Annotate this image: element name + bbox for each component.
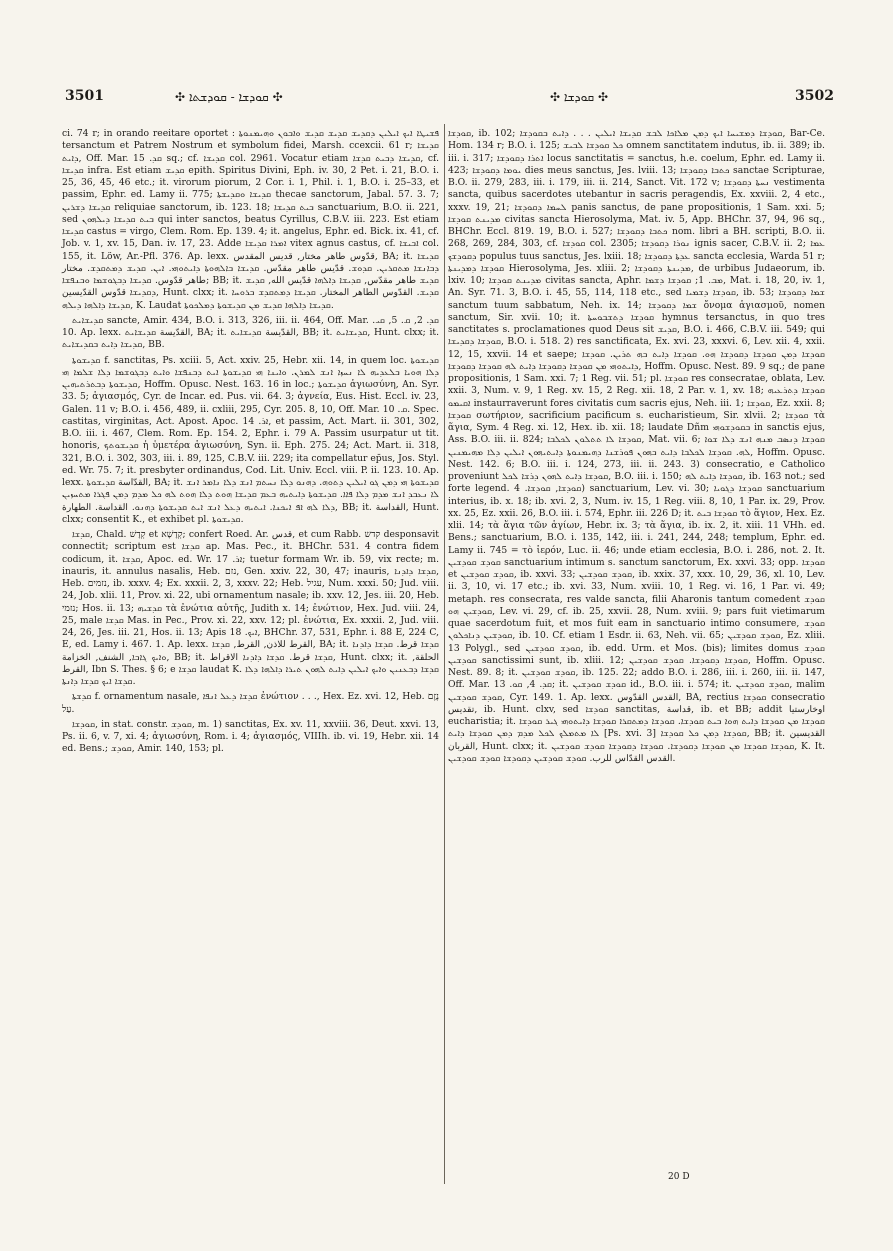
entry-paragraph: ܩܘܕܫܐ, in stat. constr. ܩܘܕܫ, m. 1) sanctitas, Ex. xv. 11, xxviii. 36, Deut. xxvi. 13, Ps. ii. 6, v. 7, xi. 4; ἁγιωσύνη, Rom. i. 4; ἁγιασμός, VIIIh. ib. vi. 19, Hebr. xii. 14 ed. Bens.; ܩܘܕܫ, Amir. 140, 153; pl. [62, 718, 439, 755]
entry-paragraph: ܩܘܕܫܐ, ib. 102; ܩܘܕܫܐ ܕܡܫܝܚܐ ܐܝܟ ܕܡܢ ܡܠܐܟܐ ܠܒܫ ܩܕܝܫܐ ܐܝܠܝܢ . . . ܕܐܝܬ ܒܩܘܕܫܐ, Bar-Ce. Hom. 134 r; B.O. i. 125; ܟܠ ܩܘܕܫܐ ܠܒܝܫ omnem sanctitatem indutus, ib. ii. 389; ib. iii. i. 317; ܐܬܪܐ ܕܩܘܕܫܐ locus sanctitatis = sanctus, h.e. coelum, Ephr. ed. Lamy ii. 423; ܝܘܡܐ ܕܩܘܕܫܐ dies meus sanctus, Jes. lviii. 13; ܟܬܒܐ ܕܩܘܕܫܐ sanctae Scripturae, B.O. ii. 279, 283, iii. i. 179, iii. ii. 214, Sanct. Vit. 172 v; ܢܚܬܐ ܕܩܘܕܫܐ vestimenta sancta, quibus sacerdotes utebantur in sacris peragendis, Ex. xxviii. 2, 4 etc., xxxv. 19, 21; ܠܚܡܐ ܕܩܘܕܫܐ panis sanctus, de pane propositionis, 1 Sam. xxi. 5; ܡܕܝܢܬ ܩܘܕܫܐ civitas sancta Hierosolyma, Mat. iv. 5, App. BHChr. 37, 94, 96 sq., BHChr. Eccl. 819. 19, B.O. i. 527; ܟܬܒܐ ܕܩܘܕܫܐ nom. libri a BH. scripti, B.O. ii. 268, 269, 284, 303, cf. ܩܘܕܫܐ col. 2305; ܢܘܪܐ ܕܩܘܕܫܐ ignis sacer, C.B.V. ii. 2; ܥܡܐ ܕܩܘܕܫܟ populus tuus sanctus, Jes. lxiii. 18; ܥܕܬܐ ܕܩܘܕܫܐ sancta ecclesia, Warda 51 r; ܩܘܕܫܐ ܕܡܕܝܢܬܐ Hierosolyma, Jes. xliii. 2; ܡܕܝܢܬܐ ܕܩܘܕܫܐ, de urbibus Judaeorum, ib. lxiv. 10; ܡܕܝܢܬ ܩܘܕܫܐ civitas sancta, Aphr. ܡܒ. 1; ܩܘܕܫܐ ܕܫܡܐ, Mat. i. 18, 20, iv. 1, An. Syr. 71. 3, B.O. i. 45, 55, 114, 118 etc., sed ܩܘܕܫܐ ܕܫܡܝܐ, ib. 53; ܫܡܐ ܕܩܘܕܫܐ sanctum tuum sabbatum, Neh. ix. 14; ܫܡܐ ܕܩܘܕܫܐ ὄνομα ἁγιασμοῦ, nomen sanctum, Sir. xvii. 10; it. ܩܘܕܫܐ ܕܬܫܒܘܚܬܐ hymnus tersanctus, in quo tres sanctitates s. proclamationes quod Deus sit ܩܕܝܫ, B.O. i. 466, C.B.V. iii. 549; qui ܩܘܕܫܐ ܕܩܕܝܫܐ, B.O. i. 518. 2) res sanctificata, Ex. xvi. 23, xxxvi. 6, Lev. xii. 4, xxii. 12, 15, xxvii. 14 et saepe; ܩܘܕܫܐ ܕܡܢ ܩܘܕܫܐ ܕܩܘܕܫܐ ܗܘ. ܩܘܕܫܐ ܕܐܝܬ ܒܗ ܬܪܝܢ. ܩܘܕܫܐ ܕܐܝܬܘܗܝ ܡܢ ܩܘܕܫܐ ܕܩܘܕܫܐ ܕܐܝܬ ܠܗ ܩܘܕܫܐ ܕܩܘܕܫܐ, Hoffm. Opusc. Nest. 89. 9 sq.; de pane propositionis, 1 Sam. xxi. 7; 1 Reg. vii. 51; pl. ܩܘܕܫܐ res consecratae, oblata, Lev. xxii. 3, Num. v. 9, 1 Reg. xv. 15, 2 Reg. xii. 18, 2 Par. v. 1, xv. 18; ܩܘܕܫܐ ܕܬܪܥܝܗ ܐܩܝܡܘ instaurraverunt fores civitatis cum sacris ejus, Neh. iii. 1; ܩܘܕܫܐ, Ez. xxii. 8; ܩܘܕܫܐ σωτήριον, sacrificium pacificum s. eucharistieum, Sir. xlvii. 2; ܩܘܕܫܐ τὰ ἅγια, Sym. 4 Reg. xi. 12, Hex. ib. xii. 18; laudate Dñm ܒܩܘܕܫܘܗܝ in sanctis ejus, Ass. B.O. iii. ii. 824; ܩܘܕܫܐ ܠܐ ܬܬܠܘܢ ܠܟܠܒܐ, Mat. vii. 6; ܩܘܕܫܐ ܕܢܣܒ ܡܢܗ ܐܢܫ ܕܠܐ ܫܘܐ ܠܗ. ܩܘܕܫܐ ܠܟܠܒܐ ܕܐܝܬ ܒܗܘܢ ܦܘܪܫܢܐ ܕܗܝܡܢܘܬܐ ܕܐܝܬܝܗܘܢ ܐܝܠܝܢ ܕܠܐ ܡܗܝܡܢܝܢ, Hoffm. Opusc. Nest. 142. 6; B.O. iii. i. 124, 273, iii. ii. 243. 3) consecratio, e Catholico proveniunt ܩܘܕܫܐ ܕܐܝܬ ܠܗܘܢ ܕܪܫܐ ܠܟܠ, B.O. iii. i. 150; ܩܘܕܫܐ ܕܐܝܬ ܠܗ, ib. 163 not.; sed forte legend. ܩܘܕܫܐ, ܩܘܕܫܐ. 4) sanctuarium, Lev. vi. 30; ܩܘܕܫܐ ܕܓܘܝܐ sanctuarium interius, ib. x. 18; ib. xvi. 2, 3, Num. iv. 15, 1 Reg. viii. 8, 10, 1 Par. ix. 29, Prov. xx. 25, Ez. xxii. 26, B.O. iii. i. 574, Ephr. iii. 226 D; it. ܩܘܕܫܐ ܒܝܬ τὸ ἅγιον, Hex. Ez. xlii. 14; τὰ ἅγια τῶν ἁγίων, Hebr. ix. 3; τὰ ἅγια, ib. ix. 2, it. xiii. 11 VHh. ed. Bens.; sanctuarium, B.O. i. 135, 142, iii. i. 241, 244, 248; templum, Ephr. ed. Lamy ii. 745 = τὸ ἱερόν, Luc. ii. 46; unde etiam ecclesia, B.O. i. 286, not. 2. It. ܩܘܕܫ ܩܘܕܫܝܢ sanctuarium intimum s. sanctum sanctorum, Ex. xxvi. 33; opp. ܩܘܕܫܐ et ܩܘܕܫ ܩܘܕܫܝܢ, ib. xxvi. 33; ܩܘܕܫ ܩܘܕܫܝܢ, ib. xxix. 37, xxx. 10, 29, 36, xl. 10, Lev. ii. 3, 10, vi. 17 etc.; ib. xvi. 33, Num. xviii. 10, 1 Reg. vi. 16, 1 Par. vi. 49; metaph. res consecrata, res valde sancta, filii Aharonis tantum comedent ܩܘܕܫ ܩܘܕܫܝܢ ܗܘ, Lev. vi. 29, cf. ib. 25, xxvii. 28, Num. xviii. 9; pars fuit vietimarum quae sacerdotum fuit, et mos fuit eam in sanctuario intimo consumere, ܩܘܕܫ ܩܘܕܫܝܢ ܕܢܐܟܠܘܢ, ib. 10. Cf. etiam 1 Esdr. ii. 63, Neh. vii. 65; ܩܘܕܫ ܩܘܕܫܝܢ, Ez. xliii. 13 Polygl., sed ܩܘܕܫ ܩܘܕܫܝܢ, ib. edd. Urm. et Mos. (bis); limites domus ܩܘܕܫ ܩܘܕܫܝܢ sanctissimi sunt, ib. xliii. 12; ܩܘܕܫܐ ܕܩܘܕܫܐ. ܩܘܕܫ ܩܘܕܫܝܢ, Hoffm. Opusc. Nest. 89. 8; it. ܩܘܕܫ ܩܘܕܫܝܢ, ib. 125. 22; addo B.O. i. 286, iii. i. 260, iii. ii. 147, Off. Mar. ܩܕ. 4, ܩܘ. 13; it. ܩܘܕܫ ܩܘܕܫܝܢ id., B.O. iii. i. 574; it. ܩܘܕܫ ܩܘܕܫܝܢ, malim ܩܘܕܫ ܩܘܕܫܝܢ, Cyr. 149. 1. Ap. lexx. القدس القدّوس, BA, rectius ܩܘܕܫܐ consecratio تقديس, ib. Hunt. clxv, sed ܩܘܕܫܐ sanctitas, قداسة, ib. et BB; addit اوخارستيا eucharistia; it. ܩܘܕܫܐ ܡܢ ܩܘܕܫܐ ܕܐܝܬ ܗܘܐ ܒܝܬ ܩܘܕܫܐ. ܩܘܕܫܐ ܕܡܬܩܪܐ ܩܘܕܫܐ ܕܐܝܬܘܗܝ ܓܝܪ ܩܘܕܫܐ ܠܐ ܡܬܡܠܟ ܠܟܠ ܡܕܡ ܕܡܢ ܩܘܕܫܐ ܕܐܝܬ [Ps. xvi. 3] ܩܘܕܫܐ ܕܡܢ ܟܠ ܩܘܕܫܐ, BB; it. القديسين القربان, Hunt. clxx; it. ܩܘܕܫܐ ܩܘܕܫܐ ܡܢ ܩܘܕܫܐ ܕܩܘܕܫܐ. ܩܘܕܫܐ ܕܩܘܕܫܐ ܩܘܕܫ ܩܘܕܫܝܢ, K. It. القدس القدّاس للرب. ܩܘܕܫ ܩܘܕܫܝܢ ܕܩܘܕܫܐ ܩܘܕܫ ܩܘܕܫܝܢ. [448, 128, 826, 764]
right-page-number: 3502 [795, 88, 834, 104]
left-column [62, 128, 439, 759]
entry-paragraph: ܩܕܝܫܘܬܐ f. sanctitas, Ps. xciii. 5, Act. xxiv. 25, Hebr. xii. 14, in quem loc. ܩܕܝܫܘܬܐ ܕܠܐ ܗܘܝܐ ܒܠܥܕܝܗ ܠܐ ܢܚܙܐ ܐܢܫ ܠܡܪܢ. ܘܐܝܢܐ ܗܝ ܩܕܝܫܘܬܐ ܐܝܬ ܕܒܢܦܫܐ ܘܐܝܬ ܕܒܓܘܫܡܐ ܕܠܐ ܫܠܡܐ ܗܝ ܩܕܝܫܘܬܐ ܕܒܬܪܬܝܗܝܢ, Hoffm. Opusc. Nest. 163. 16 in loc.; ܩܕܝܫܘܬܐ ἁγιωσύνη, An. Syr. 33. 5; ἁγιασμός, Cyr. de Incar. ed. Pus. vii. 64. 3; ἁγνεία, Eus. Hist. Eccl. iv. 23, Galen. 11 v; B.O. i. 456, 489, ii. cxliii, 295, Cyr. 205. 8, 10, Off. Mar. ܩ. 10. Spec. castitas, virginitas, Act. Apost. Apoc. ܐܪ. 14, et passim, Act. Mart. ii. 301, 302, B.O. iii. i. 467, Clem. Rom. Ep. 154. 2, Ephr. i. 79 A. Passim usurpatur ut tit. honoris, ܩܕܝܫܘܬܟ ἡ ὑμετέρα ἁγιωσύνη, Syn. ii. Eph. 275. 24; Act. Mart. ii. 318, 321, B.O. i. 302, 303, iii. i. 89, 125, C.B.V. iii. 229; ita compellatur ep̄us, Jos. Styl. ed. Wr. 75. 7; it. presbyter ordinandus, Cod. Lit. Univ. Eccl. viii. P. ii. 123. 10. Ap. lexx. القدّاسة ܩܕܝܫܘܬܐ, BA; it. ܩܕܝܫܘܬܐ ܗܝ ܕܡܢ ܓܘ ܐܝܠܝܢ ܕܬܘܗ. ܕܗܢܘ ܕܠܐ ܢܚܬܡ ܐܢܫ ܕܠܐ ܢܐܡܪ ܐܢܫ ܠܐ ܢܥܒܕ ܐܢܫ ܡܕܡ ܕܠܐ ܦܐܐ. ܩܕܝܫܘܬܐ ܕܐܝܬܝܗ ܒܥܡ ܩܕܝܫܐ ܗܘܬ ܕܠܐ ܗܘܬ ܠܗ ܟܠ ܡܕܡ ܕܡܢ ܦܓܪܐ ܡܬܚܙܝܢ ܕܠܐ ܠܗ ܐܦ ܐܝܟܢܐ. ܐܝܬܝܗ ܕܥܠ ܐܢܫ ܐܝܬ ܩܕܝܫܘܬܐ ܕܗܢܘ. القداسة. الطهارة, BB; it. القداسة, Hunt. clxx; consentit K., et exhibet pl. ܩܕܝܫܘܬܐ. [62, 354, 439, 525]
entry-paragraph: ܩܕܝܫܐܝܬ sancte, Amir. 434, B.O. i. 313, 326, iii. ii. 464, Off. Mar. ܩܕ. 2, ܩ. 5, ܩܝ. 10. Ap. lexx. القدّيسة ܩܕܝܫܐܝܬ, BA; it. القدّيسة ܩܕܝܫܐܝܬ, BB; it. ܩܕܝܫܐܝܬ, Hunt. clxx; it. ܩܕܝܫܐ ܕܐܝܬ ܒܩܕܝܫܐܝܬ, BB. [62, 314, 440, 351]
left-page-number: 3501 [65, 88, 104, 104]
running-head [0, 88, 893, 112]
entry-paragraph: ܩܕܫܬܐ f. ornamentum nasale, ܩܕܫܐ ܕܥܠ ܐܢܦܐ ἐνώτιον . . ., Hex. Ez. xvi. 12, Heb. נֶזֶם עַל. [62, 691, 440, 715]
column-divider [444, 124, 445, 1184]
signature-mark: 20 D [668, 1172, 690, 1182]
right-column [448, 128, 825, 768]
entry-paragraph: ci. 74 r; in orando reeitare oportet : ܦܫܝܛܐ ܐܝܟ ܐܝܠܝܢ ܕܩܕܝܫ ܩܕܝܫ ܩܕܝܫ ܘܐܒܘܢ ܘܗܝܡܢܘܬܐ tersanctum et Patrem Nostrum et symbolum fidei, Marsh. ccexcii. 61 r; ܩܕܝܫܐ ܕܐܝܬ, Off. Mar. ܩܕ. 15 sq.; cf. ܩܕܝܫܐ col. 2961. Vocatur etiam ܩܕܝܫܐ ܕܒܝܬ ܩܕܫܐ, cf. ܩܕܝܫܐ infra. Est etiam ܩܕܝܫ epith. Spiritus Divini, Eph. iv. 30, 2 Pet. i. 21, B.O. i. 25, 36, 45, 46 etc.; it. virorum piorum, 2 Cor. i. 1, Phil. i. 1, B.O. i. 25–33, et passim, Ephr. ed. Lamy ii. 775; ܩܕܝܫܐ ܘܩܕܝܫܬܐ thecae sanctorum, Jabal. 57. 3. 7; ܩܕܝܫܐ ܕܫܪܝܢ reliquiae sanctorum, ib. 123. 18; ܒܝܬ ܩܕܝܫܐ sanctuarium, B.O. ii. 221, sed ܒܝܬ ܩܕܝܫܐ ܕܝܠܗܘܢ qui inter sanctos, beatus Cyrillus, C.B.V. iii. 223. Est etiam ܩܕܝܫܐ castus = virgo, Clem. Rom. Ep. 139. 4; it. angelus, Ephr. ed. Bick. ix. 41, cf. Job. v. 1, xv. 15, Dan. iv. 17, 23. Adde ܐܡܪܐ ܩܕܝܫܐ vitex agnus castus, cf. ܐܒܝܫܐ col. 155, it. Löw, Ar.-Pfl. 376. Ap. lexx. قدّوس طاهر مختار, قديس المقدس, BA; it. ܩܕܝܫܐ ܕܒܐܢܫܐ ܡܬܩܪܝܢ. ܩܕܘܫ. قدّيس طاهر مقدّس. ܩܕܝܫܐ ܒܐܠܗܘܬܐ ܕܐܝܬܘܗܝ. ܐܝܢ. ܩܕܝܫ ܕܡܬܩܕܫ. مختار طاهر قدّوس. ܩܕܝܫܐ ܕܒܓܘܫܡܐ ܘܒܢܦܫܐ; BB; it. ܩܕܝܫ طاهر مقدّس, ܩܕܝܫܐ ܕܐܠܗܐ قدّيس الله, ܩܕܝܫ ܕܩܕܝܫܐ قدّوس القدّيسين, Hunt. clxx; it. ܩܕܝܫ. القدّوس الطاهر المختار. ܩܕܝܫܐ ܕܡܬܩܕܫ ܒܪܘܚܐ ܩܕܝܫܐ ܕܐܠܗܐ ܕܝܠܗ, K. Laudat ܩܕܝܫܐ ܕܐܠܗܐ ܩܕܝܫ ܡܢ ܩܕܝܫܘܬܐ ܕܡܠܟܘܬܐ. [62, 128, 440, 311]
left-running-title: ✣ ܩܘܕܫܐ - ܩܘܕܫܬܐ ✣ [175, 90, 283, 104]
entry-paragraph: ܩܕܫܐ, Chald. קְדָשׁ et קְדָשָׁא; confert Roed. Ar. قدس, et cum Rabb. קדש desponsavit connectit; scriptum est ܩܕܫܐ ap. Mas. Pec., it. BHChr. 531. 4 contra fidem codicum, it. ܩܕܫܐ, Apoc. ed. Wr. ܐܪ. 17; tuetur formam Wr. ib. 59, vix recte; m. inauris, it. annulus nasalis, Heb. נזם, Gen. xxiv. 22, 30, 47; inauris, ܩܕܫܐ ܕܐܕܢܐ, Heb. נזמים, ib. xxxv. 4; Ex. xxxii. 2, 3, xxxv. 22; Heb. עגיל, Num. xxxi. 50; Jud. viii. 24, Job. xlii. 11, Prov. xi. 22, ubi ornamentum nasale; ib. xxv. 12, Jes. iii. 20, Heb. נזמי; Hos. ii. 13; ܩܕܫܝܗ τὰ ἐνώτια αὐτῆς, Judith x. 14; ἐνώτιον, Hex. Jud. viii. 24, 25, male ܩܕܫܐ Mas. in Pec., Prov. xi. 22, xxv. 12; pl. ἐνώτια, Ex. xxxii. 2, Jud. viii. 24, 26, Jes. iii. 21, Hos. ii. 13; Apis ܐܝܟ. 18, BHChr. 37, 531, Ephr. i. 88 E, 224 C, E, ed. Lamy i. 467. 1. Ap. lexx. القرط للاذن, القرط, ܩܕܫܐ, BA; it. ܩܕܫܐ قرط. ܩܕܫܐ ܕܐܕܢܐ ܘܐܝܟ ܓܐܒܐ, الشنف, الخزامة, BB; it. ܩܕܫܐ قرط. ܩܕܫܐ ܕܐܕܢܐ الاقراط, Hunt. clxx; it. الحلقة, القرط, Ibn S. Thes. § 6; e ܩܕܫܐ laudat K. ܩܕܫܐ ܕܒܥܢܝܢ ܘܐܝܟ ܐܝܠܝܢ ܕܐܝܬ ܠܗܘܢ ܬܝܪܐ ܕܐܠܗܐ ܕܠܐ ܩܕܫܐ ܐܝܟ ܩܕܫܐ ܕܐܢܬܐ. [62, 529, 440, 687]
right-running-title: ✣ ܩܘܕܫܐ ✣ [550, 90, 609, 104]
